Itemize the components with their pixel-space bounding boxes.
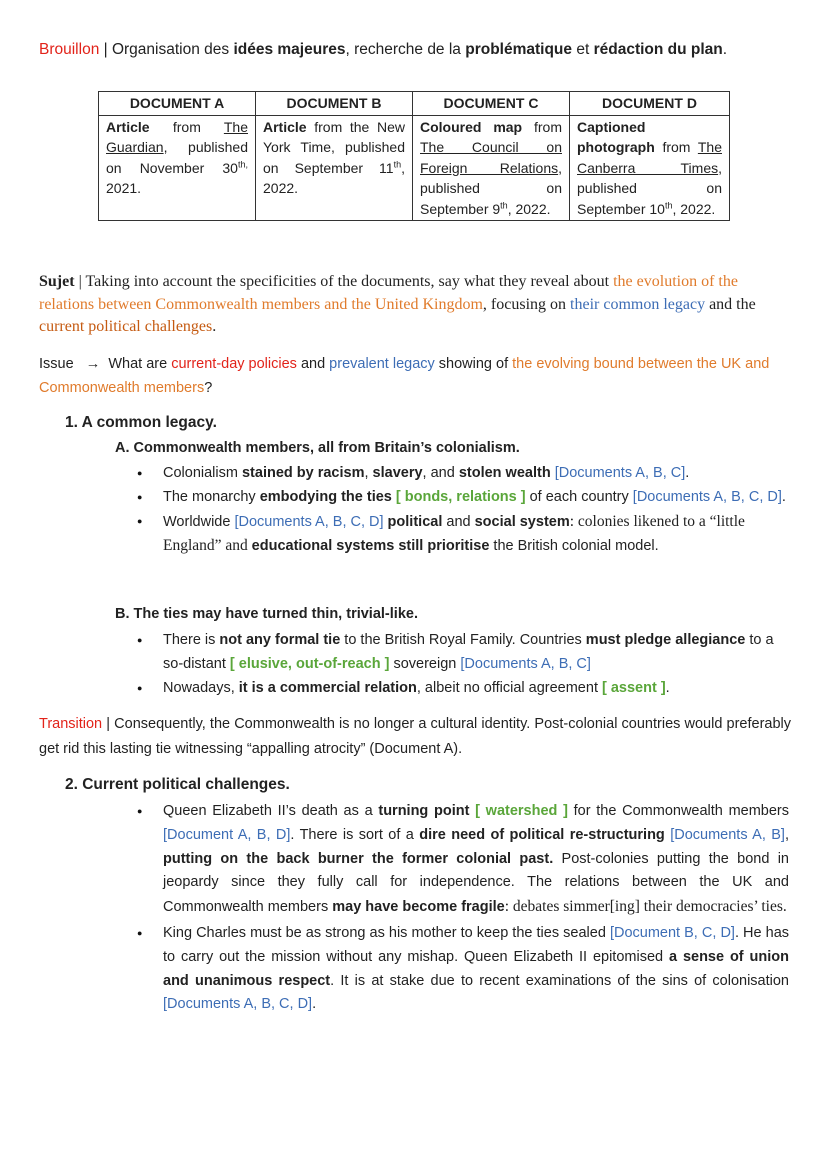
header-document-c: DOCUMENT C	[413, 92, 570, 116]
arrow-icon: →	[85, 356, 101, 372]
list-item: ● Queen Elizabeth II’s death as a turning point [ watershed ] for the Commonwealth members [Document A, B, D]. There is sort of a dire need of political re-structuring [Documents A, B], putting on the back burner the former colonial past. Post-colonies putting the bond in jeopardy since they fully call for independence. The relations between the UK and Commonwealth members may have become fragile: debates simmer[ing] their democracies’ ties.	[163, 800, 789, 920]
subsection-a-title: A. Commonwealth members, all from Britain’s colonialism.	[115, 440, 520, 456]
header-label: Brouillon	[39, 41, 100, 58]
list-item: ● Nowadays, it is a commercial relation, albeit no official agreement [ assent ].	[163, 677, 789, 701]
subsection-a-list	[163, 462, 789, 559]
issue-paragraph: Issue → What are current-day policies and prevalent legacy showing of the evolving bound between the UK and Commonwealth members?	[39, 356, 770, 396]
cell-document-a: Article from The Guardian, published on November $30^{th,}$ 2021.	[99, 115, 256, 221]
table-header-row	[99, 92, 730, 116]
list-item: ● Colonialism stained by racism, slavery, and stolen wealth [Documents A, B, C].	[163, 462, 789, 486]
list-item: ● The monarchy embodying the ties [ bonds, relations ] of each country [Documents A, B, C, D].	[163, 486, 789, 510]
section-title-political-challenges: 2. Current political challenges.	[65, 776, 290, 793]
subsection-b-title: B. The ties may have turned thin, trivial-like.	[115, 606, 418, 622]
list-item: ● Worldwide [Documents A, B, C, D] political and social system: colonies likened to a “little England” and educational systems still prioritise the British colonial model.	[163, 510, 789, 560]
list-item: ● King Charles must be as strong as his mother to keep the ties sealed [Document B, C, D]. He has to carry out the mission without any mishap. Queen Elizabeth II epitomised a sense of union and unanimous respect. It is at stake due to recent examinations of the sins of colonisation [Documents A, B, C, D].	[163, 922, 789, 1017]
table-row	[99, 115, 730, 221]
header-document-b: DOCUMENT B	[256, 92, 413, 116]
header-line: Brouillon | Organisation des idées majeures, recherche de la problématique et rédaction du plan.	[39, 41, 728, 58]
documents-table	[98, 91, 730, 221]
issue-label: Issue	[39, 356, 74, 372]
cell-document-b: Article from the New York Time, published on September 11th, 2022.	[256, 115, 413, 221]
subsection-b-list	[163, 629, 789, 700]
list-item: ● There is not any formal tie to the British Royal Family. Countries must pledge allegiance to a so-distant [ elusive, out-of-reach ] sovereign [Documents A, B, C]	[163, 629, 789, 677]
transition-label: Transition	[39, 716, 103, 732]
cell-document-d: Captioned photograph from The Canberra Times, published on September 10th, 2022.	[570, 115, 730, 221]
sujet-label: Sujet	[39, 273, 75, 290]
section-title-common-legacy: 1. A common legacy.	[65, 414, 217, 431]
sujet-paragraph: Sujet | Taking into account the specificities of the documents, say what they reveal about the evolution of the relations between Commonwealth members and the United Kingdom, focusing on their common legacy and the current political challenges.	[39, 273, 756, 335]
section-2-list	[163, 800, 789, 1017]
transition-paragraph: Transition | Consequently, the Commonwealth is no longer a cultural identity. Post-colonial countries would preferably get rid this lasting tie witnessing “appalling atrocity” (Document A).	[39, 716, 792, 757]
header-document-a: DOCUMENT A	[99, 92, 256, 116]
cell-document-c: Coloured map from The Council on Foreign Relations, published on September 9th, 2022.	[413, 115, 570, 221]
header-document-d: DOCUMENT D	[570, 92, 730, 116]
